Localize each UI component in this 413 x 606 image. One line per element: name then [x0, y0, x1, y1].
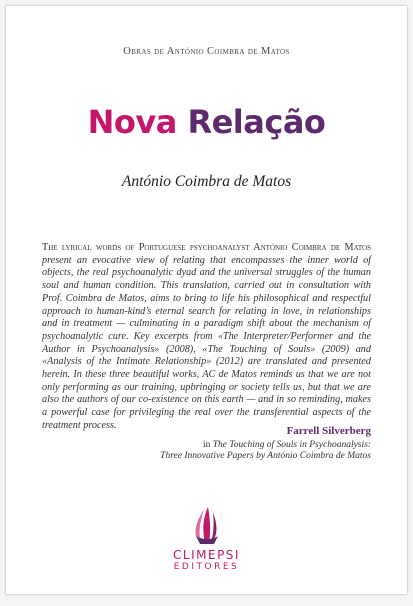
blurb-lead: The lyrical words of Portuguese psychoanalyst António Coimbra de Matos: [42, 242, 371, 253]
publisher-name: CLIMEPSI: [173, 548, 240, 562]
title-word-nova: Nova: [87, 103, 177, 141]
book-title: [6, 103, 407, 141]
attribution-source-line1: [160, 440, 371, 452]
book-back-cover: [6, 6, 407, 594]
blurb-body: present an evocative view of relating that encompasses the inner world of objects, the real psychoanalytic dyad and the universal struggles of the human soul and human condition. This translation, carried out in consultation with Prof. Coimbra de Matos, aims to bring to life his philosophical and respectful approach to human-kind’s eternal search for relating in love, in relationships and in treatment — culminating in a paradigm shift about the mechanism of psychoanalytic cure. Key excerpts from «The Interpreter/Performer and the Author in Psychoanalysis» (2008), «The Touching of Souls» (2009) and «Analysis of the Intimate Relationship» (2012) are translated and presented herein. In these three beautiful works, AC de Matos reminds us that we are not only performing as our training, upbringing or society tells us, but that we are also the authors of our co-existence on this earth — and in so reminding, makes a powerful case for privileging the real over the transferential aspects of the treatment process.: [42, 254, 371, 431]
series-label: Obras de António Coimbra de Matos: [123, 46, 290, 57]
attribution-source-line2: Three Innovative Papers by António Coimbra de Matos: [160, 451, 371, 461]
publisher-sub: EDITORES: [173, 562, 240, 572]
book-author: António Coimbra de Matos: [121, 173, 292, 190]
attribution-name: Farrell Silverberg: [286, 425, 371, 437]
title-word-relacao: Relação: [187, 103, 326, 141]
blurb-attribution: [160, 426, 371, 463]
publisher-logo: [6, 506, 407, 573]
blurb-paragraph: [42, 242, 371, 433]
flame-logo-icon: [190, 506, 224, 546]
attribution-source-title: The Touching of Souls in Psychoanalysis:: [212, 439, 371, 450]
attribution-prefix: in: [202, 439, 213, 450]
